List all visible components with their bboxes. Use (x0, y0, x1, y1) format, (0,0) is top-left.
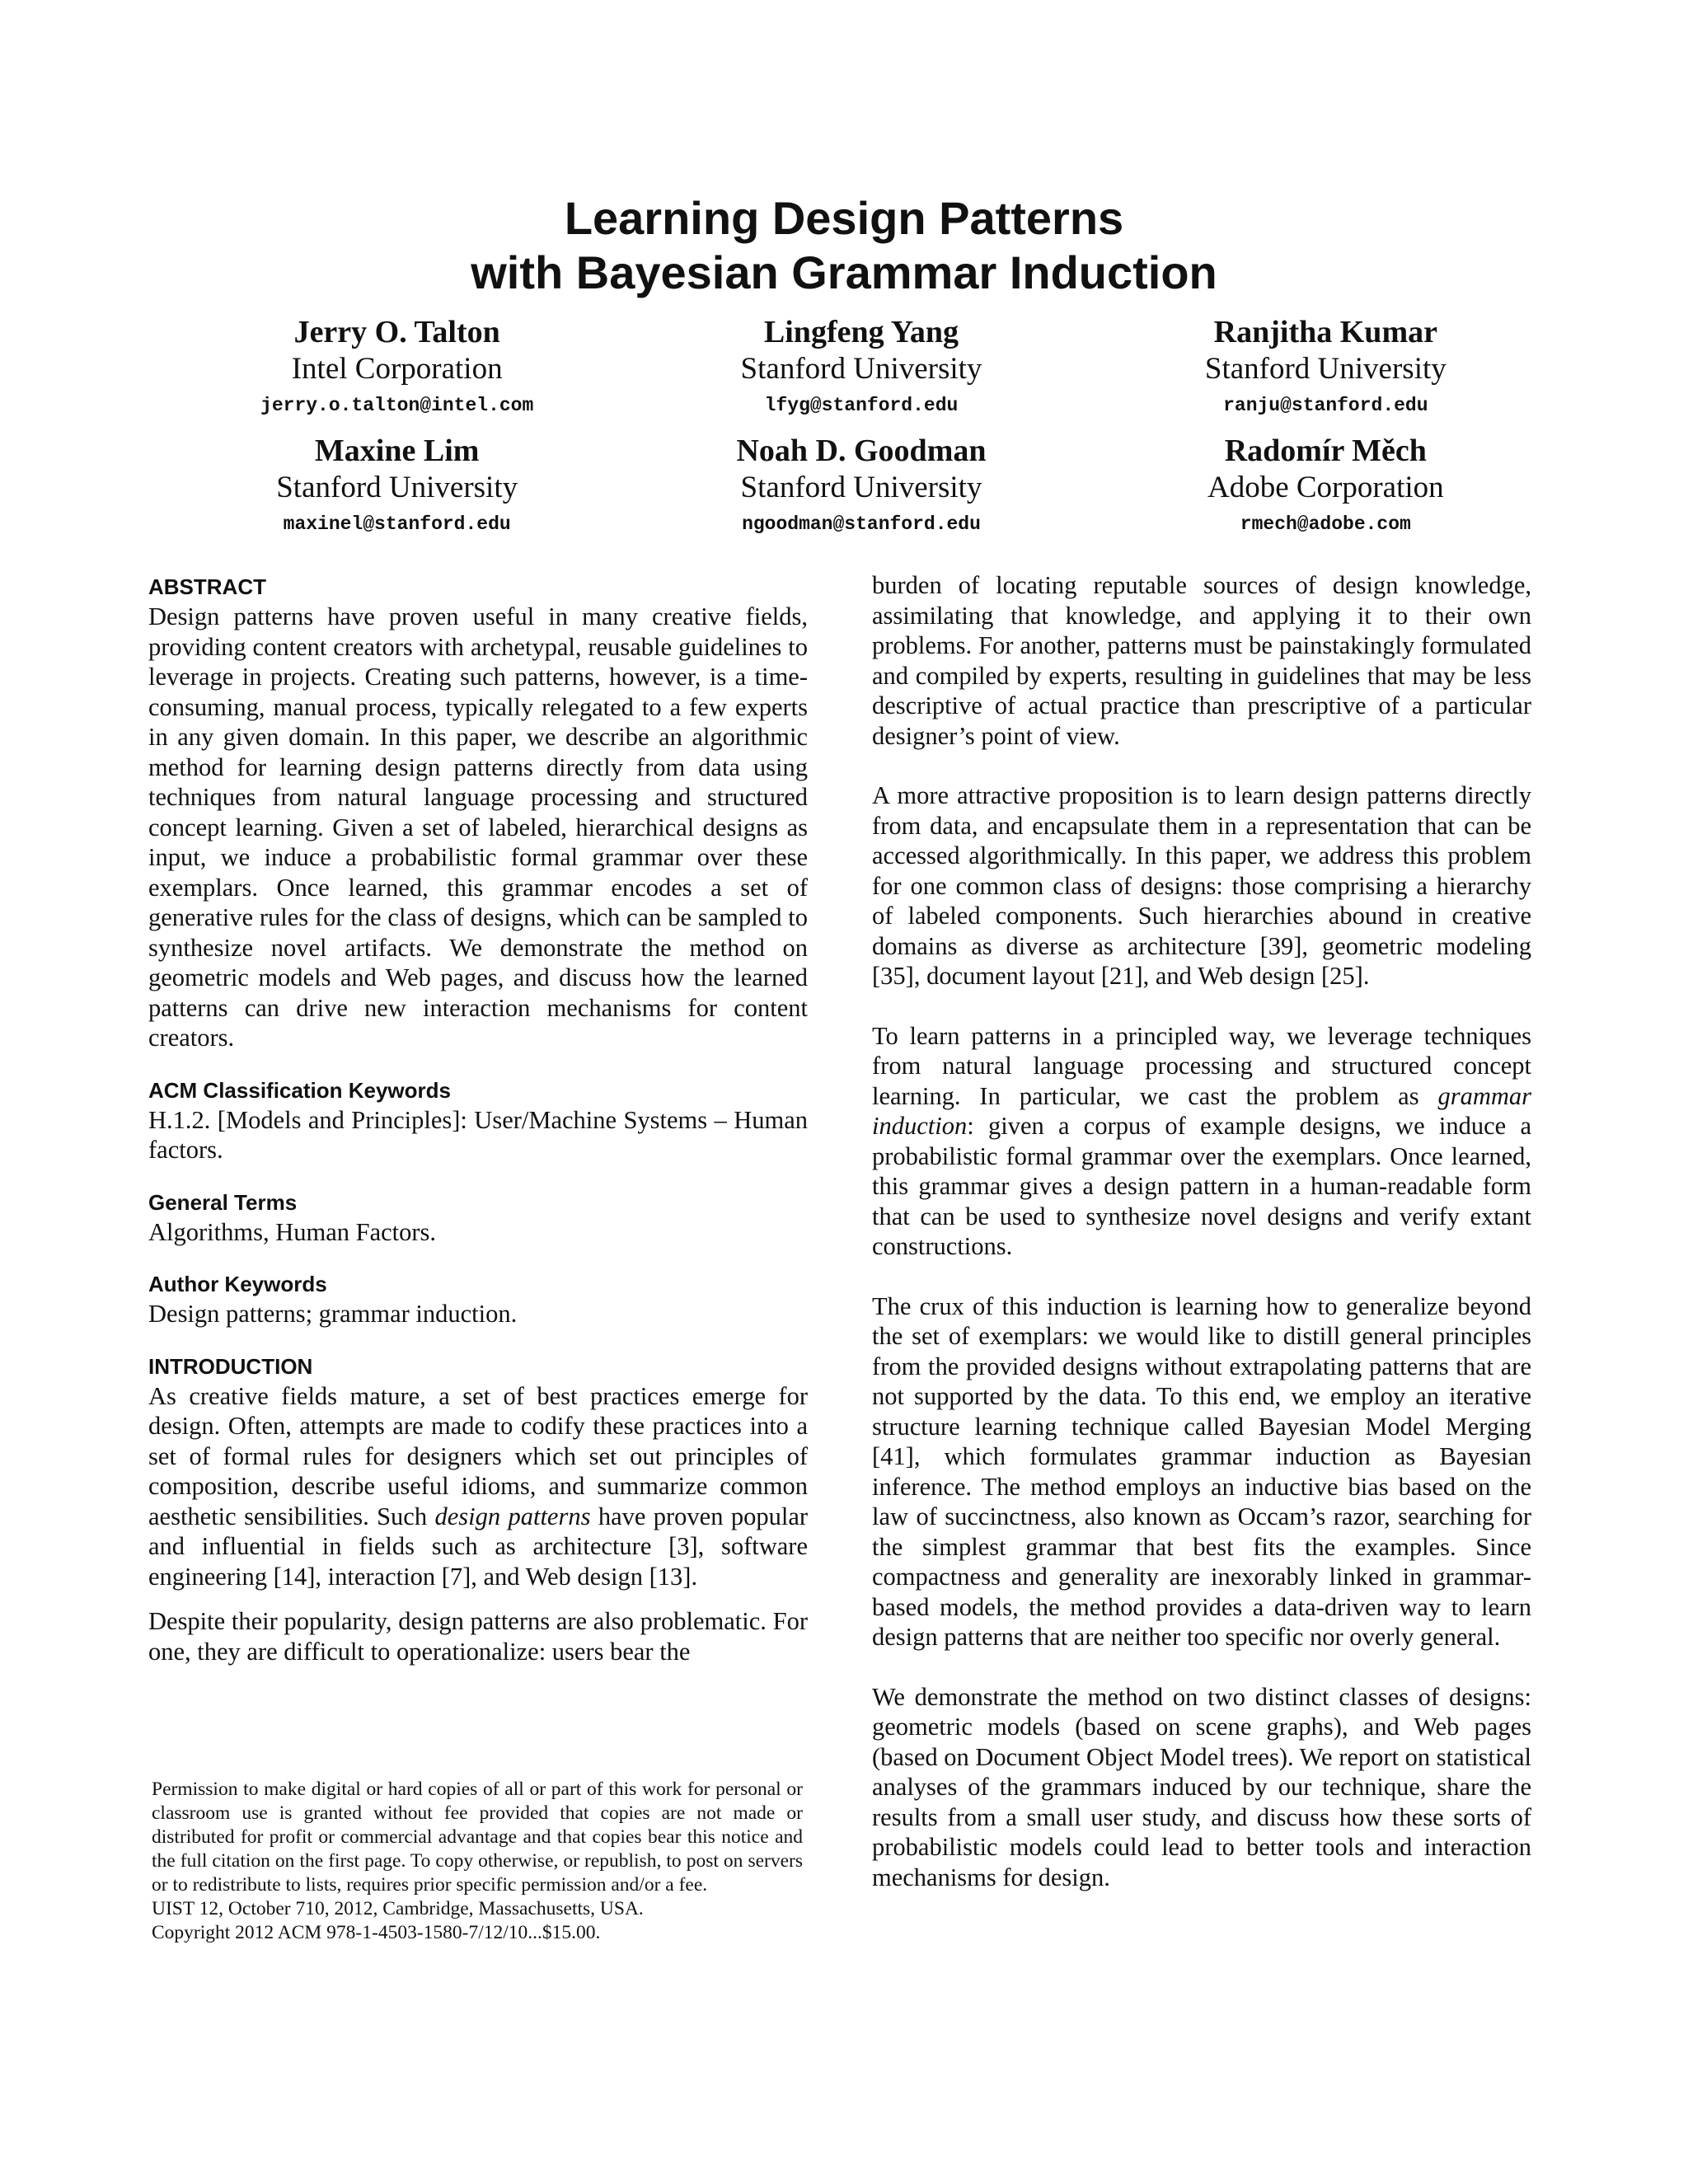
paper-title (0, 191, 1688, 300)
introduction-heading: INTRODUCTION (148, 1353, 313, 1379)
author-email: ranju@stanford.edu (1223, 395, 1428, 416)
acm-text: H.1.2. [Models and Principles]: User/Machine Systems – Human factors. (148, 1105, 808, 1164)
right-paragraph-2: A more attractive proposition is to learn design patterns directly from data, and encapsulate them in a representation that can be accessed algorithmically. In this paper, we address this problem for one common class of designs: those comprising a hierarchy of labeled components. Such hierarchies abound in creative domains as diverse as architecture [39], geometric modeling [35], document layout [21], and Web design [25]. (872, 781, 1531, 990)
author-affiliation: Stanford University (740, 471, 982, 504)
author-email: jerry.o.talton@intel.com (260, 395, 534, 416)
author-email: maxinel@stanford.edu (283, 513, 511, 535)
author-name: Ranjitha Kumar (1213, 315, 1437, 349)
author-name: Radomír Měch (1224, 434, 1427, 468)
acm-heading: ACM Classification Keywords (148, 1077, 451, 1103)
author-email: ngoodman@stanford.edu (742, 513, 981, 535)
author-affiliation: Stanford University (1204, 352, 1447, 386)
author-name: Noah D. Goodman (736, 434, 987, 468)
author-row (165, 313, 1558, 424)
author-name: Lingfeng Yang (763, 315, 959, 349)
title-line-1: Learning Design Patterns (564, 192, 1124, 244)
right-paragraph-3: To learn patterns in a principled way, we leverage techniques from natural language processing and structured concept learning. In particular, we cast the problem as grammar induction: given a corpus of example designs, we induce a probabilistic formal grammar over the exemplars. Once learned, this grammar gives a design pattern in a human-readable form that can be used to synthesize novel designs and verify extant constructions. (872, 1021, 1531, 1260)
general-terms-text: Algorithms, Human Factors. (148, 1217, 437, 1246)
right-paragraph-4: The crux of this induction is learning how to generalize beyond the set of exemplars: we would like to distill general principles from the provided designs without extrapolating patterns that are not supported by the data. To this end, we employ an iterative structure learning technique called Bayesian Model Merging [41], which formulates grammar induction as Bayesian inference. The method employs an inductive bias based on the law of succinctness, also known as Occam’s razor, searching for the simplest grammar that best fits the examples. Since compactness and generality are inexorably linked in grammar-based models, the method provides a data-driven way to learn design patterns that are neither too specific nor overly general. (872, 1291, 1531, 1651)
right-column (872, 570, 1531, 1892)
author-affiliation: Intel Corporation (291, 352, 503, 386)
intro-paragraph-1: As creative fields mature, a set of best practices emerge for design. Often, attempts are made to codify these practices into a set of formal rules for designers which set out principles of composition, describe useful idioms, and summarize common aesthetic sensibilities. Such design patterns have proven popular and influential in fields such as architecture [3], software engineering [14], interaction [7], and Web design [13]. (148, 1381, 809, 1591)
author-name: Jerry O. Talton (293, 315, 500, 349)
author-block (165, 313, 1558, 551)
venue-text: UIST 12, October 710, 2012, Cambridge, Massachusetts, USA. (152, 1898, 644, 1919)
author (629, 313, 1093, 424)
title-line-2: with Bayesian Grammar Induction (471, 246, 1217, 298)
author (629, 432, 1093, 542)
author (1094, 432, 1558, 542)
general-terms-heading: General Terms (148, 1189, 298, 1215)
abstract-text: Design patterns have proven useful in many creative fields, providing content creators with archetypal, reusable guidelines to leverage in projects. Creating such patterns, however, is a time-consuming, manual process, typically relegated to a few experts in any given domain. In this paper, we describe an algorithmic method for learning design patterns directly from data using techniques from natural language processing and structured concept learning. Given a set of labeled, hierarchical designs as input, we induce a probabilistic formal grammar over these exemplars. Once learned, this grammar encodes a set of generative rules for the class of designs, which can be sampled to synthesize novel artifacts. We demonstrate the method on geometric models and Web pages, and discuss how the learned patterns can drive new interaction mechanisms for content creators. (148, 602, 808, 1052)
author (165, 432, 629, 542)
author-keywords-heading: Author Keywords (148, 1272, 327, 1296)
author-email: lfyg@stanford.edu (764, 395, 959, 416)
copyright-text: Copyright 2012 ACM 978-1-4503-1580-7/12/10...$15.00. (152, 1922, 601, 1943)
permission-notice (152, 1778, 803, 1945)
author-email: rmech@adobe.com (1240, 513, 1411, 535)
intro-paragraph-2: Despite their popularity, design patterns are also problematic. For one, they are difficult to operationalize: users bear the (148, 1607, 808, 1666)
author-keywords-text: Design patterns; grammar induction. (148, 1300, 518, 1328)
author-row (165, 432, 1558, 542)
author-affiliation: Stanford University (276, 471, 518, 504)
right-paragraph-1: burden of locating reputable sources of design knowledge, assimilating that knowledge, and applying it to their own problems. For another, patterns must be painstakingly formulated and compiled by experts, resulting in guidelines that may be less descriptive of actual practice than prescriptive of a particular designer’s point of view. (872, 571, 1531, 750)
right-paragraph-5: We demonstrate the method on two distinct classes of designs: geometric models (based on scene graphs), and Web pages (based on Document Object Model trees). We report on statistical analyses of the grammars induced by our technique, share the results from a small user study, and discuss how these sorts of probabilistic models could lead to better tools and interaction mechanisms for design. (872, 1682, 1531, 1891)
author (165, 313, 629, 424)
permission-text: Permission to make digital or hard copies of all or part of this work for personal or classroom use is granted without fee provided that copies are not made or distributed for profit or commercial advantage and that copies bear this notice and the full citation on the first page. To copy otherwise, or republish, to post on servers or to redistribute to lists, requires prior specific permission and/or a fee. (152, 1779, 803, 1896)
author-affiliation: Adobe Corporation (1207, 471, 1444, 504)
author-name: Maxine Lim (314, 434, 480, 468)
author-affiliation: Stanford University (740, 352, 982, 386)
author (1094, 313, 1558, 424)
left-column (148, 572, 808, 1666)
abstract-heading: ABSTRACT (148, 574, 266, 599)
